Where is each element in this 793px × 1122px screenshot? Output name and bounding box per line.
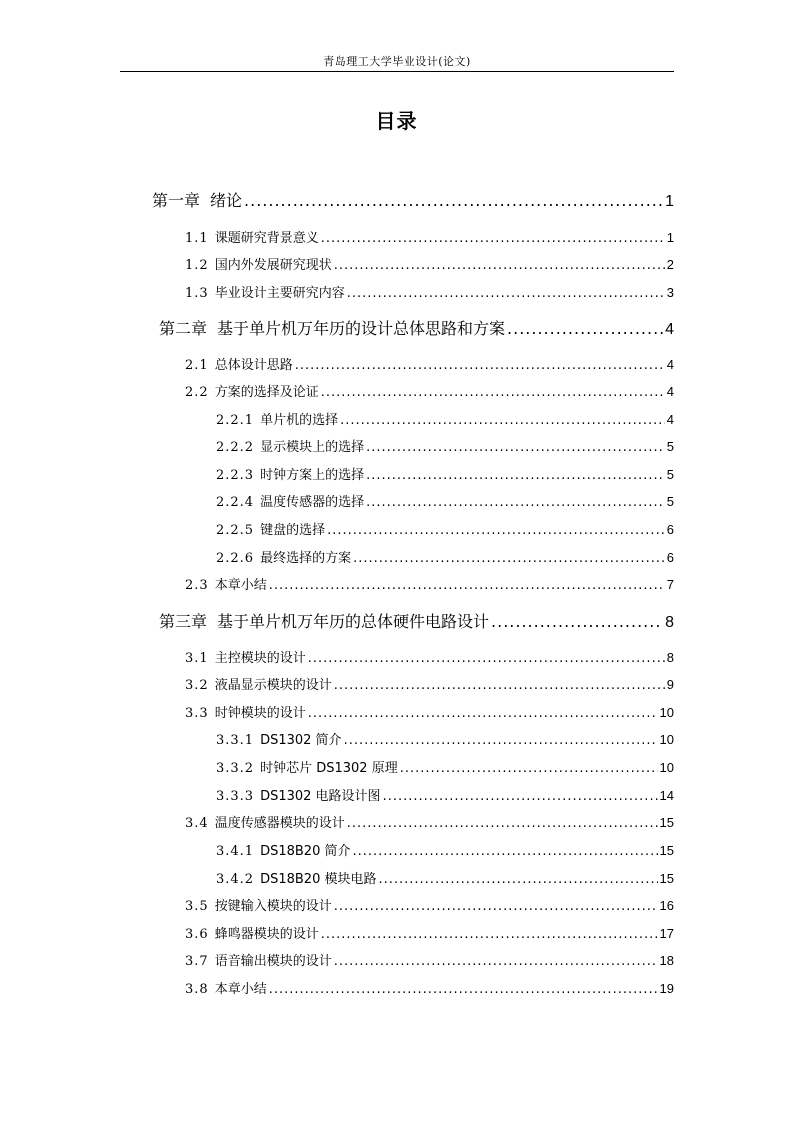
toc-section-2-1[interactable] <box>185 354 674 373</box>
toc-leader-dots <box>491 612 663 631</box>
toc-section-2-2[interactable] <box>185 381 674 400</box>
toc-text: DS1302 电路设计图 <box>260 789 381 804</box>
toc-text: DS18B20 模块电路 <box>260 872 377 887</box>
toc-text: 方案的选择及论证 <box>214 385 319 400</box>
toc-leader-dots <box>334 899 658 914</box>
toc-text: 液晶显示模块的设计 <box>214 678 332 693</box>
toc-number: 2.2 <box>185 385 209 400</box>
toc-leader-dots <box>340 413 665 428</box>
toc-text: 毕业设计主要研究内容 <box>214 286 345 301</box>
toc-subsection-2-2-5[interactable] <box>216 519 674 538</box>
toc-leader-dots <box>295 358 665 373</box>
toc-number: 3.1 <box>185 651 209 666</box>
toc-page-number: 5 <box>666 467 674 482</box>
toc-text: 主控模块的设计 <box>214 651 306 666</box>
toc-page-number: 6 <box>666 550 674 565</box>
toc-text: 本章小结 <box>214 982 267 997</box>
toc-number: 3.6 <box>185 927 209 942</box>
toc-text: 时钟方案上的选择 <box>260 468 365 483</box>
toc-page-number: 4 <box>665 321 674 338</box>
toc-title: 目录 <box>375 109 418 133</box>
toc-page-number: 18 <box>659 953 674 968</box>
toc-page-number: 4 <box>666 412 674 427</box>
toc-number: 2.2.1 <box>216 413 255 428</box>
toc-page-number: 15 <box>659 815 674 830</box>
toc-number: 3.3.2 <box>216 761 255 776</box>
toc-leader-dots <box>334 258 665 273</box>
toc-leader-dots <box>269 982 658 997</box>
toc-leader-dots <box>352 844 657 859</box>
toc-number: 3.4 <box>185 816 209 831</box>
toc-text: 时钟芯片 DS1302 原理 <box>260 761 398 776</box>
toc-number: 第二章 <box>159 319 208 338</box>
toc-page-number: 4 <box>666 384 674 399</box>
toc-text: 最终选择的方案 <box>260 551 352 566</box>
toc-section-3-2[interactable] <box>185 674 674 693</box>
toc-section-1-2[interactable] <box>185 254 674 273</box>
toc-page-number: 4 <box>666 357 674 372</box>
toc-page-number: 1 <box>665 193 674 210</box>
toc-text: 基于单片机万年历的总体硬件电路设计 <box>217 612 490 631</box>
toc-text: 语音输出模块的设计 <box>214 954 332 969</box>
toc-leader-dots <box>507 319 663 338</box>
toc-page-number: 5 <box>666 494 674 509</box>
toc-leader-dots <box>378 872 657 887</box>
toc-section-3-5[interactable] <box>185 895 674 914</box>
toc-page-number: 5 <box>666 439 674 454</box>
toc-leader-dots <box>321 385 665 400</box>
toc-page-number: 17 <box>659 926 674 941</box>
toc-section-3-4[interactable] <box>185 812 674 831</box>
toc-section-1-3[interactable] <box>185 282 674 301</box>
toc-leader-dots <box>344 733 658 748</box>
toc-leader-dots <box>366 440 665 455</box>
toc-number: 3.4.2 <box>216 872 255 887</box>
toc-number: 1.3 <box>185 286 209 301</box>
toc-text: 国内外发展研究现状 <box>214 258 332 273</box>
toc-leader-dots <box>269 578 665 593</box>
toc-page-number: 10 <box>659 705 674 720</box>
toc-page-number: 15 <box>659 843 674 858</box>
toc-number: 2.1 <box>185 358 209 373</box>
toc-text: 键盘的选择 <box>260 523 326 538</box>
toc-text: 绪论 <box>210 191 243 210</box>
toc-leader-dots <box>347 286 665 301</box>
toc-section-3-1[interactable] <box>185 647 674 666</box>
toc-leader-dots <box>321 927 658 942</box>
toc-number: 第三章 <box>159 612 208 631</box>
toc-text: DS18B20 简介 <box>260 844 351 859</box>
toc-number: 2.2.3 <box>216 468 255 483</box>
toc-text: 时钟模块的设计 <box>214 706 306 721</box>
toc-page-number: 19 <box>659 981 674 996</box>
toc-number: 1.1 <box>185 231 209 246</box>
toc-number: 2.2.6 <box>216 551 255 566</box>
toc-leader-dots <box>400 761 658 776</box>
toc-leader-dots <box>353 551 665 566</box>
toc-section-2-3[interactable] <box>185 574 674 593</box>
toc-page-number: 8 <box>665 614 674 631</box>
toc-section-3-7[interactable] <box>185 950 674 969</box>
toc-number: 2.2.2 <box>216 440 255 455</box>
toc-page-number: 14 <box>659 788 674 803</box>
toc-chapter-1[interactable] <box>152 188 674 211</box>
toc-subsection-2-2-6[interactable] <box>216 547 674 566</box>
toc-page-number: 1 <box>666 230 674 245</box>
toc-number: 3.7 <box>185 954 209 969</box>
toc-subsection-3-4-2[interactable] <box>216 868 674 887</box>
toc-text: 本章小结 <box>214 578 267 593</box>
toc-leader-dots <box>321 231 665 246</box>
toc-number: 1.2 <box>185 258 209 273</box>
toc-text: 基于单片机万年历的设计总体思路和方案 <box>217 319 506 338</box>
toc-subsection-3-4-1[interactable] <box>216 840 674 859</box>
toc-text: 按键输入模块的设计 <box>214 899 332 914</box>
toc-number: 2.3 <box>185 578 209 593</box>
toc-page-number: 9 <box>666 677 674 692</box>
toc-number: 2.2.4 <box>216 495 255 510</box>
toc-subsection-2-2-4[interactable] <box>216 491 674 510</box>
toc-page-number: 10 <box>659 760 674 775</box>
toc-leader-dots <box>383 789 658 804</box>
toc-section-1-1[interactable] <box>185 227 674 246</box>
toc-leader-dots <box>244 191 663 210</box>
toc-number: 3.3 <box>185 706 209 721</box>
toc-chapter-2[interactable] <box>159 316 674 339</box>
toc-subsection-3-3-2[interactable] <box>216 757 674 776</box>
toc-number: 3.8 <box>185 982 209 997</box>
toc-number: 3.2 <box>185 678 209 693</box>
toc-page-number: 15 <box>659 871 674 886</box>
toc-number: 第一章 <box>152 191 201 210</box>
toc-text: 温度传感器的选择 <box>260 495 365 510</box>
toc-page-number: 3 <box>666 285 674 300</box>
toc-subsection-2-2-1[interactable] <box>216 409 674 428</box>
toc-section-3-8[interactable] <box>185 978 674 997</box>
toc-page-number: 16 <box>659 898 674 913</box>
header-rule <box>120 71 674 72</box>
toc-page-number: 2 <box>666 257 674 272</box>
toc-leader-dots <box>308 651 665 666</box>
toc-text: 蜂鸣器模块的设计 <box>214 927 319 942</box>
toc-text: 总体设计思路 <box>214 358 293 373</box>
toc-number: 2.2.5 <box>216 523 255 538</box>
toc-leader-dots <box>347 816 658 831</box>
toc-text: DS1302 简介 <box>260 733 342 748</box>
toc-subsection-2-2-3[interactable] <box>216 464 674 483</box>
running-header: 青岛理工大学毕业设计(论文) <box>323 55 471 68</box>
toc-text: 单片机的选择 <box>260 413 339 428</box>
toc-leader-dots <box>308 706 658 721</box>
toc-text: 课题研究背景意义 <box>214 231 319 246</box>
toc-number: 3.5 <box>185 899 209 914</box>
toc-subsection-2-2-2[interactable] <box>216 436 674 455</box>
toc-page-number: 7 <box>666 577 674 592</box>
toc-chapter-3[interactable] <box>159 609 674 632</box>
toc-leader-dots <box>334 954 658 969</box>
toc-leader-dots <box>366 468 665 483</box>
toc-number: 3.3.1 <box>216 733 255 748</box>
toc-number: 3.3.3 <box>216 789 255 804</box>
toc-section-3-6[interactable] <box>185 923 674 942</box>
toc-leader-dots <box>366 495 665 510</box>
toc-page-number: 8 <box>666 650 674 665</box>
toc-subsection-3-3-3[interactable] <box>216 785 674 804</box>
toc-page-number: 10 <box>659 732 674 747</box>
toc-section-3-3[interactable] <box>185 702 674 721</box>
toc-text: 温度传感器模块的设计 <box>214 816 345 831</box>
toc-page-number: 6 <box>666 522 674 537</box>
toc-leader-dots <box>327 523 665 538</box>
toc-leader-dots <box>334 678 665 693</box>
toc-text: 显示模块上的选择 <box>260 440 365 455</box>
toc-number: 3.4.1 <box>216 844 255 859</box>
toc-subsection-3-3-1[interactable] <box>216 729 674 748</box>
